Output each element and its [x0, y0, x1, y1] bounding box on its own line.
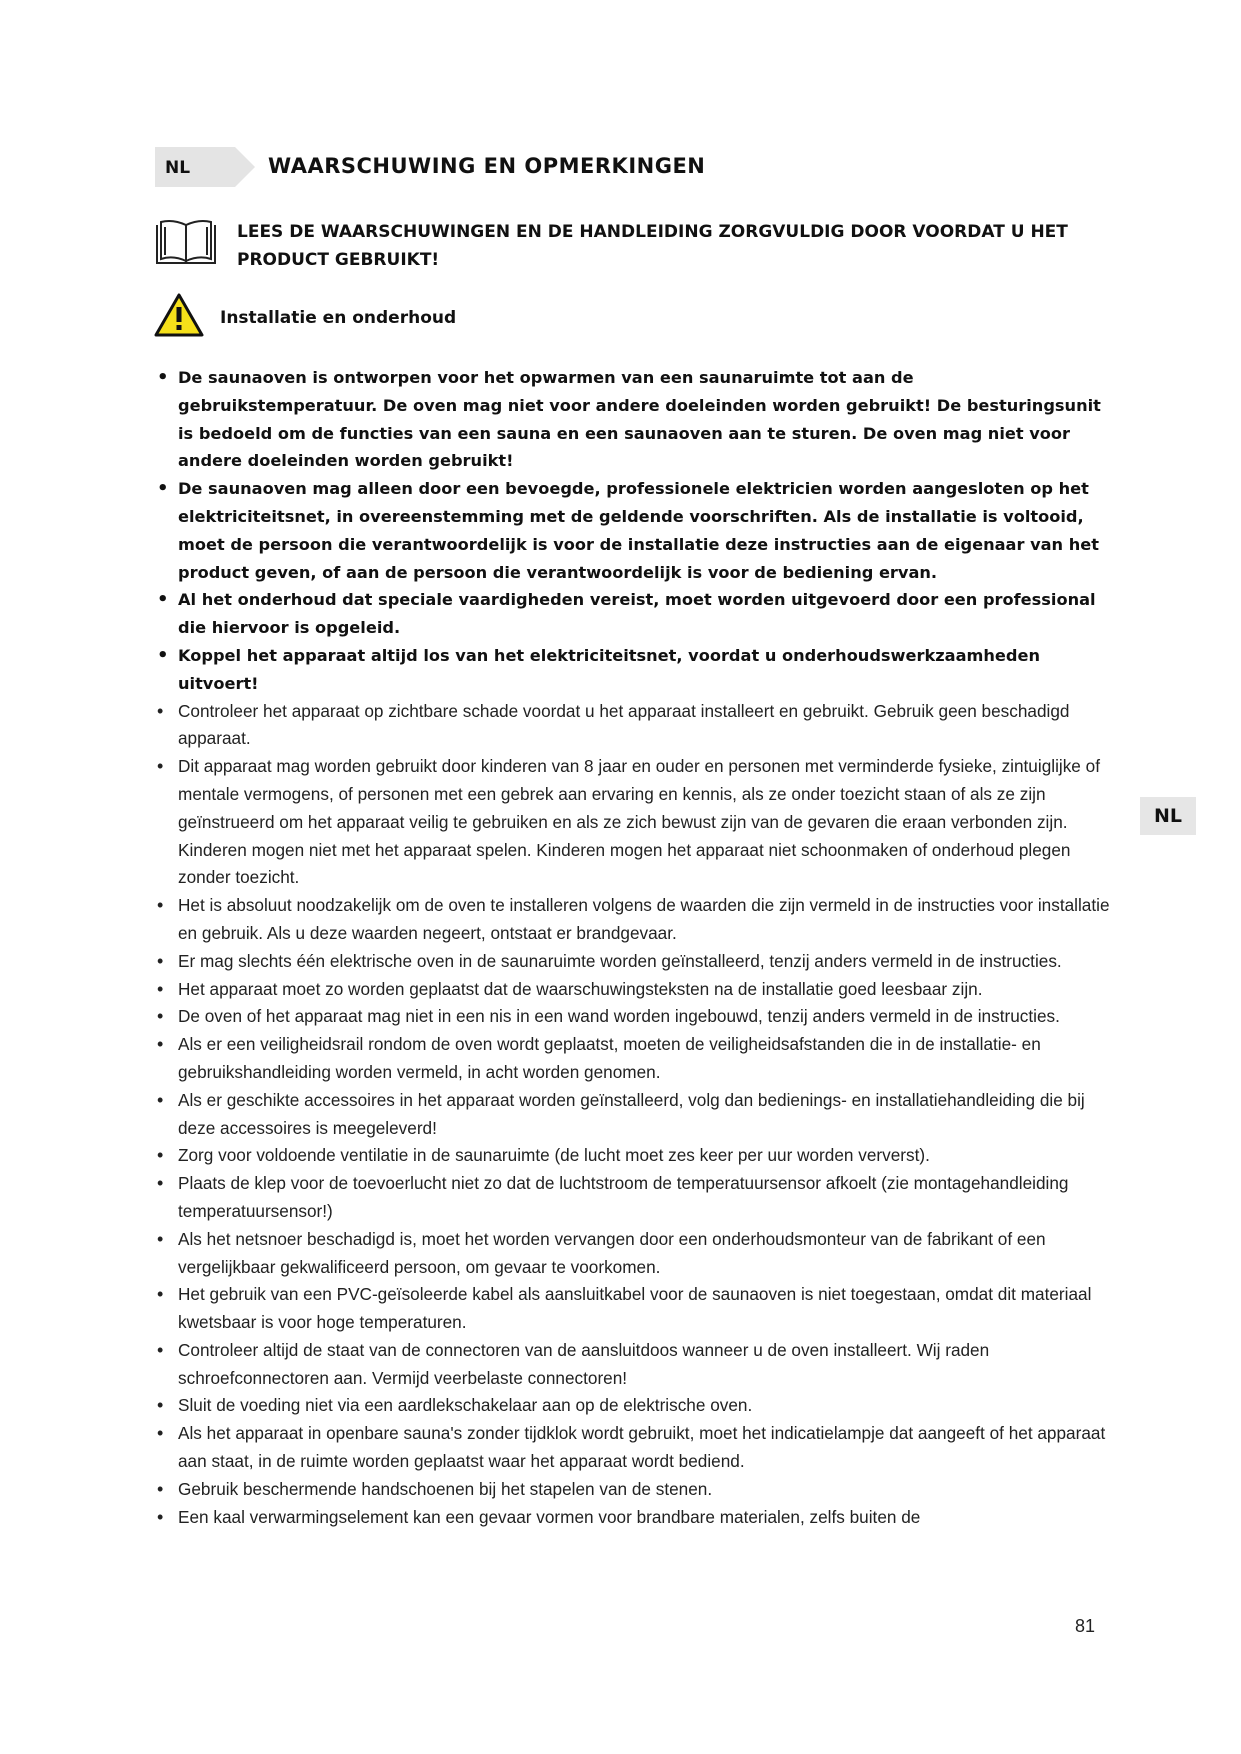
list-item: • Gebruik beschermende handschoenen bij het stapelen van de stenen. — [157, 1476, 1117, 1504]
list-item: • Koppel het apparaat altijd los van het elektriciteitsnet, voordat u onderhoudswerkzaamheden uitvoert! — [157, 642, 1117, 698]
section-heading: Installatie en onderhoud — [220, 308, 457, 328]
list-item: • Er mag slechts één elektrische oven in de saunaruimte worden geïnstalleerd, tenzij anders vermeld in de instructies. — [157, 948, 1117, 976]
list-item: • Dit apparaat mag worden gebruikt door kinderen van 8 jaar en ouder en personen met verminderde fysieke, zintuiglijke of mentale vermogens, of personen met een gebrek aan ervaring en kennis, als ze onder toezicht staan of als ze zijn geïnstrueerd om het apparaat veilig te gebruiken en als ze zich bewust zijn van de gevaren die eraan verbonden zijn. Kinderen mogen niet met het apparaat spelen. Kinderen mogen het apparaat niet schoonmaken of onderhoud plegen zonder toezicht. — [157, 753, 1117, 892]
list-item: • Het is absoluut noodzakelijk om de oven te installeren volgens de waarden die zijn vermeld in de instructies voor installatie en gebruik. Als u deze waarden negeert, ontstaat er brandgevaar. — [157, 892, 1117, 948]
list-item: • Plaats de klep voor de toevoerlucht niet zo dat de luchtstroom de temperatuursensor afkoelt (zie montagehandleiding temperatuursensor!) — [157, 1170, 1117, 1226]
list-item: • De saunaoven is ontworpen voor het opwarmen van een saunaruimte tot aan de gebruikstemperatuur. De oven mag niet voor andere doeleinden worden gebruikt! De besturingsunit is bedoeld om de functies van een sauna en een saunaoven aan te sturen. De oven mag niet voor andere doeleinden worden gebruikt! — [157, 364, 1117, 475]
side-language-tab: NL — [1140, 797, 1196, 835]
list-item: • Al het onderhoud dat speciale vaardigheden vereist, moet worden uitgevoerd door een professional die hiervoor is opgeleid. — [157, 586, 1117, 642]
read-manual-warning: LEES DE WAARSCHUWINGEN EN DE HANDLEIDING ZORGVULDIG DOOR VOORDAT U HET PRODUCT GEBRUIKT! — [237, 222, 1068, 270]
list-item: • Controleer het apparaat op zichtbare schade voordat u het apparaat installeert en gebruikt. Gebruik geen beschadigd apparaat. — [157, 698, 1117, 754]
open-book-icon — [153, 217, 219, 271]
warning-triangle-icon — [154, 293, 204, 341]
language-tag — [155, 147, 255, 187]
list-item: • Als er geschikte accessoires in het apparaat worden geïnstalleerd, volg dan bedienings- en installatiehandleiding die bij deze accessoires is meegeleverd! — [157, 1087, 1117, 1143]
list-item: • Als er een veiligheidsrail rondom de oven wordt geplaatst, moeten de veiligheidsafstanden die in de installatie- en gebruikshandleiding worden vermeld, in acht worden genomen. — [157, 1031, 1117, 1087]
list-item: • De saunaoven mag alleen door een bevoegde, professionele elektricien worden aangesloten op het elektriciteitsnet, in overeenstemming met de geldende voorschriften. Als de installatie is voltooid, moet de persoon die verantwoordelijk is voor de installatie deze instructies aan de eigenaar van het product geven, of aan de persoon die verantwoordelijk is voor de bediening ervan. — [157, 475, 1117, 586]
safety-rules-list — [157, 364, 1117, 1531]
list-item: • De oven of het apparaat mag niet in een nis in een wand worden ingebouwd, tenzij anders vermeld in de instructies. — [157, 1003, 1117, 1031]
list-item: • Als het netsnoer beschadigd is, moet het worden vervangen door een onderhoudsmonteur van de fabrikant of een vergelijkbaar gekwalificeerd persoon, om gevaar te voorkomen. — [157, 1226, 1117, 1282]
list-item: • Controleer altijd de staat van de connectoren van de aansluitdoos wanneer u de oven installeert. Wij raden schroefconnectoren aan. Vermijd veerbelaste connectoren! — [157, 1337, 1117, 1393]
list-item: • Zorg voor voldoende ventilatie in de saunaruimte (de lucht moet zes keer per uur worden ververst). — [157, 1142, 1117, 1170]
list-item: • Het apparaat moet zo worden geplaatst dat de waarschuwingsteksten na de installatie goed leesbaar zijn. — [157, 976, 1117, 1004]
language-tag-label: NL — [165, 158, 191, 178]
list-item: • Het gebruik van een PVC-geïsoleerde kabel als aansluitkabel voor de saunaoven is niet toegestaan, omdat dit materiaal kwetsbaar is voor hoge temperaturen. — [157, 1281, 1117, 1337]
list-item: • Als het apparaat in openbare sauna's zonder tijdklok wordt gebruikt, moet het indicatielampje dat aangeeft of het apparaat aan staat, in de ruimte worden geplaatst waar het apparaat wordt bediend. — [157, 1420, 1117, 1476]
page-number: 81 — [1075, 1616, 1096, 1636]
list-item: • Een kaal verwarmingselement kan een gevaar vormen voor brandbare materialen, zelfs buiten de — [157, 1504, 1117, 1532]
page-title: WAARSCHUWING EN OPMERKINGEN — [268, 154, 706, 178]
list-item: • Sluit de voeding niet via een aardlekschakelaar aan op de elektrische oven. — [157, 1392, 1117, 1420]
